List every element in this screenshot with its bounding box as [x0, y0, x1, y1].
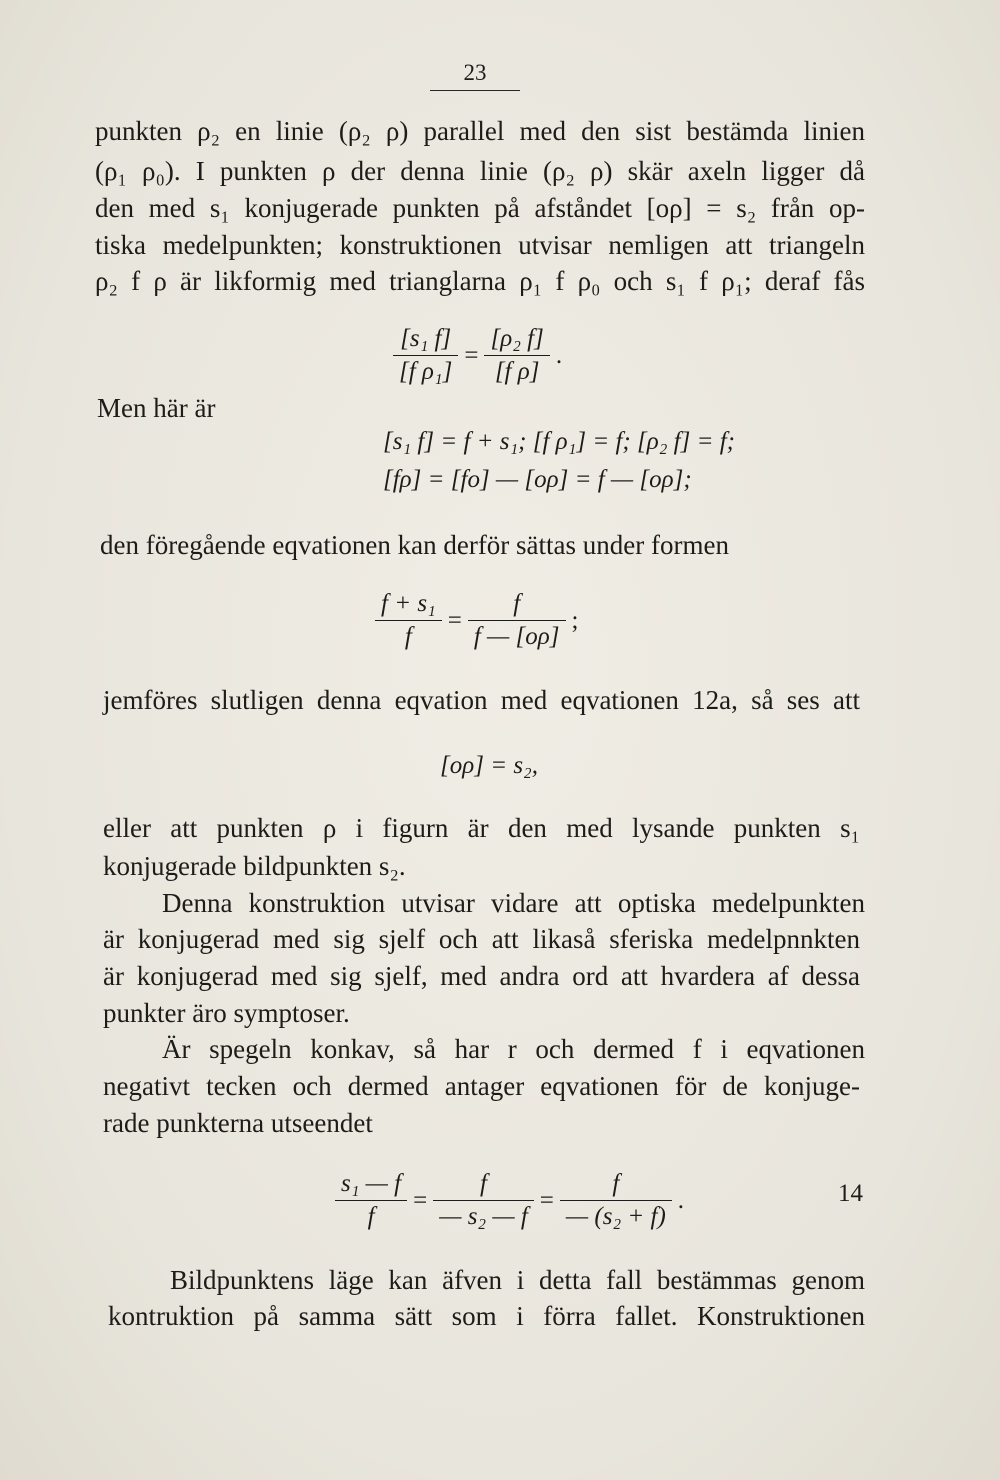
fraction — [433, 1170, 534, 1231]
text-line: (ρ₁ ρ₀). I punkten ρ der denna linie (ρ₂ ρ) skär axeln ligger då — [95, 156, 865, 186]
text-line: är konjugerad med sig sjelf, med andra ord att hvardera af dessa — [103, 961, 860, 991]
text-line: eller att punkten ρ i figurn är den med lysande punkten s₁ — [103, 813, 860, 843]
denominator: — (s₂ + f) — [565, 1203, 666, 1230]
text-line: punkten ρ₂ en linie (ρ₂ ρ) parallel med den sist bestämda linien — [95, 116, 865, 146]
text-line: Är spegeln konkav, så har r och dermed f i eqvationen — [162, 1034, 865, 1064]
numerator: f + s₁ — [375, 590, 442, 621]
equation-values: [fρ] = [fo] — [oρ] = f — [oρ]; — [383, 466, 692, 493]
text-line: ρ₂ f ρ är likformig med trianglarna ρ₁ f ρ₀ och s₁ f ρ₁; deraf fås — [95, 266, 865, 296]
denominator: — s₂ — f — [439, 1203, 528, 1230]
numerator: f — [560, 1170, 672, 1201]
numerator: f — [468, 590, 566, 621]
fraction — [484, 325, 549, 386]
text-line: konjugerade bildpunkten s₂. — [103, 851, 406, 881]
numerator: [ρ₂ f] — [484, 325, 549, 356]
text-line: punkter äro symptoser. — [103, 998, 350, 1028]
text-line: Denna konstruktion utvisar vidare att optiska medelpunkten — [162, 888, 865, 918]
text-line: den föregående eqvationen kan derför sättas under formen — [100, 530, 729, 560]
numerator: f — [433, 1170, 534, 1201]
punctuation: . — [677, 1186, 685, 1214]
fraction — [375, 590, 442, 651]
equation-result: [oρ] = s₂, — [440, 752, 538, 779]
text-line: kontruktion på samma sätt som i förra fallet. Konstruktionen — [108, 1301, 865, 1331]
text-line: rade punkterna utseendet — [103, 1108, 373, 1138]
numerator: [s₁ f] — [393, 325, 458, 356]
denominator: f — [oρ] — [473, 623, 560, 650]
text-line: är konjugerad med sig sjelf och att likaså sferiska medelpnnkten — [103, 924, 860, 954]
equation-ratio-2: $\frac{\text{f + s₁}}{f}$ = $\frac{f}{f — [o\rho]}$ ; — [375, 590, 584, 651]
denominator: [f ρ₁] — [399, 358, 453, 385]
equation-14: $\frac{\text{s₁ — f}}{f}$ = $\frac{f}{\text{— s₂ — f}}$ = $\frac{f}{\text{— (s₂ + f)}}$ . — [335, 1170, 690, 1231]
fraction — [468, 590, 566, 651]
denominator: f — [367, 1203, 375, 1230]
fraction — [393, 325, 458, 386]
punctuation: . — [555, 341, 563, 369]
punctuation: ; — [571, 606, 579, 634]
numerator: s₁ — f — [335, 1170, 407, 1201]
fraction — [335, 1170, 407, 1231]
text-line: Men här är — [97, 393, 216, 423]
equation-values: [s₁ f] = f + s₁; [f ρ₁] = f; [ρ₂ f] = f; — [383, 428, 735, 455]
denominator: [f ρ] — [494, 358, 540, 385]
page-number: 23 — [430, 60, 520, 91]
text-line: Bildpunktens läge kan äfven i detta fall bestämmas genom — [170, 1265, 865, 1295]
text-line: den med s₁ konjugerade punkten på afståndet [oρ] = s₂ från op- — [95, 193, 865, 223]
equation-ratio-1: $\frac{\text{[s₁ f]}}{\text{[f ρ₁]}}$ = $\frac{\text{[ρ₂ f]}}{\text{[f ρ]}}$ . — [393, 325, 568, 386]
equation-number: 14 — [838, 1180, 863, 1207]
text-line: jemföres slutligen denna eqvation med eqvationen 12a, så ses att — [103, 685, 860, 715]
text-line: negativt tecken och dermed antager eqvationen för de konjuge- — [103, 1071, 860, 1101]
fraction — [560, 1170, 672, 1231]
denominator: f — [404, 623, 412, 650]
text-line: tiska medelpunkten; konstruktionen utvisar nemligen att triangeln — [95, 230, 865, 260]
